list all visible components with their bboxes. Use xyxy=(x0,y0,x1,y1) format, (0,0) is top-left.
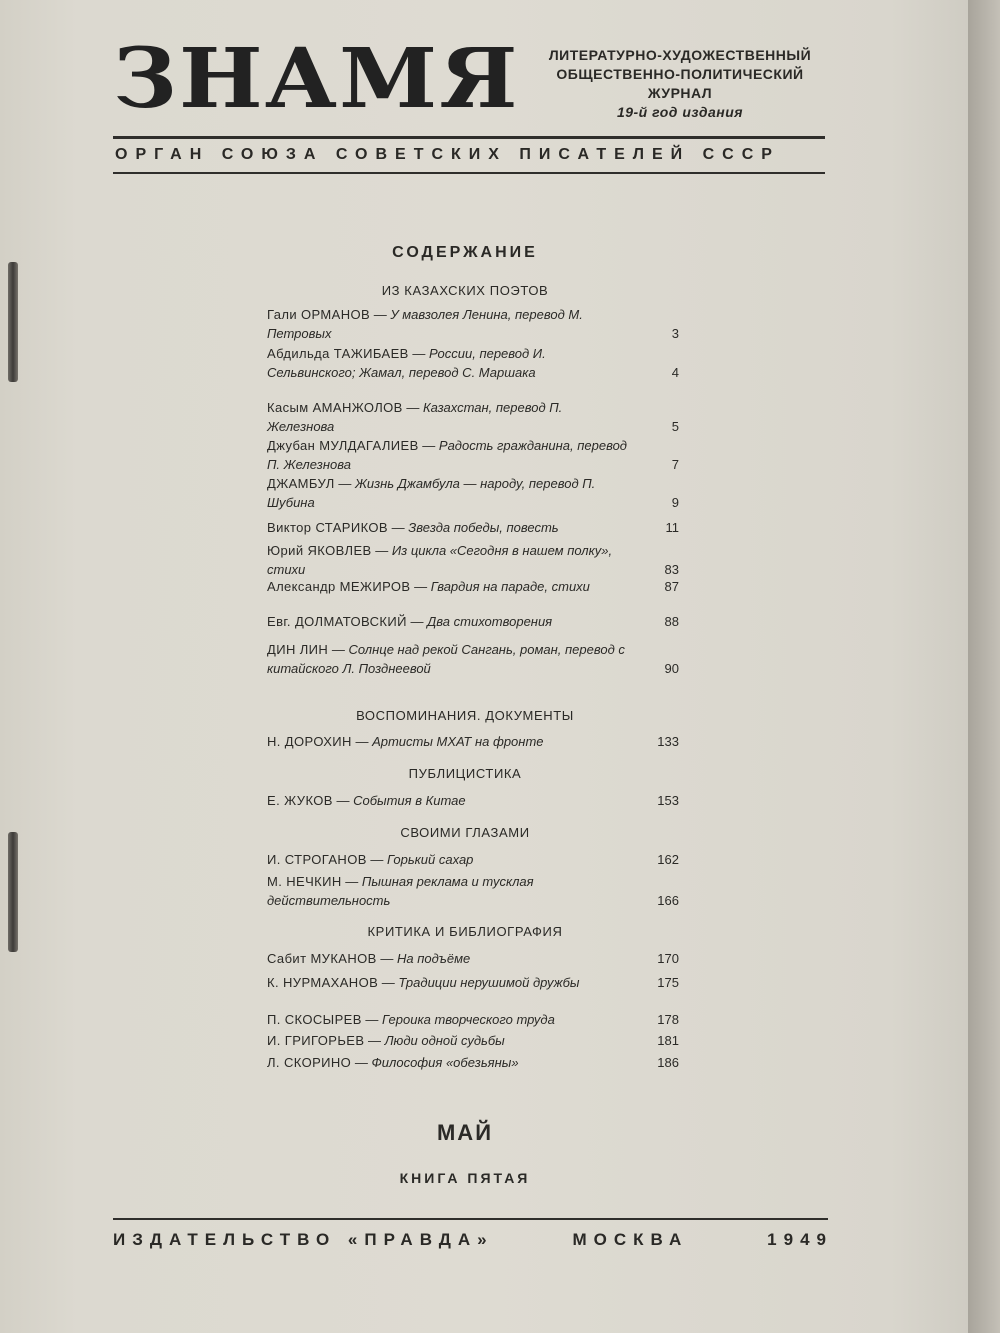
entry-page: 178 xyxy=(657,1012,679,1027)
entry-title: Традиции нерушимой дружбы xyxy=(398,975,580,990)
entry-page: 88 xyxy=(664,614,679,629)
entry-author: И. ГРИГОРЬЕВ xyxy=(267,1033,365,1048)
entry-page: 4 xyxy=(671,365,679,380)
year: 1949 xyxy=(767,1230,833,1249)
entry-page: 87 xyxy=(664,579,679,594)
section-title: ПУБЛИЦИСТИКА xyxy=(408,766,522,781)
entry-author: Сабит МУКАНОВ xyxy=(267,951,377,966)
entry-page: 162 xyxy=(657,852,679,867)
entry-author: ДИН ЛИН xyxy=(267,642,329,657)
description-line: ОБЩЕСТВЕННО-ПОЛИТИЧЕСКИЙ xyxy=(556,66,804,82)
issue-month: МАЙ xyxy=(436,1120,494,1145)
entry-title: Люди одной судьбы xyxy=(384,1033,505,1048)
city: МОСКВА xyxy=(572,1230,689,1249)
description-line: ЛИТЕРАТУРНО-ХУДОЖЕСТВЕННЫЙ xyxy=(548,47,812,63)
entry-title: На подъёме xyxy=(396,951,471,966)
entry-page: 3 xyxy=(671,326,679,341)
entry-author: И. СТРОГАНОВ xyxy=(267,852,367,867)
toc-entry: Н. ДОРОХИН — Артисты МХАТ на фронте 133 xyxy=(267,734,679,749)
entry-title: Радость гражданина, перевод П. Железнова xyxy=(267,438,627,472)
toc-entry: Юрий ЯКОВЛЕВ — Из цикла «Сегодня в нашем полку», стихи 83 xyxy=(267,543,679,577)
entry-page: 90 xyxy=(664,661,679,676)
entry-author: Александр МЕЖИРОВ xyxy=(267,579,411,594)
entry-author: Абдильда ТАЖИБАЕВ xyxy=(267,346,409,361)
entry-page: 5 xyxy=(671,419,679,434)
entry-title: События в Китае xyxy=(353,793,466,808)
entry-title: Артисты МХАТ на фронте xyxy=(372,734,544,749)
entry-title: Героика творческого труда xyxy=(382,1012,555,1027)
toc-entry: Л. СКОРИНО — Философия «обезьяны» 186 xyxy=(267,1055,679,1070)
publisher: ИЗДАТЕЛЬСТВО «ПРАВДА» xyxy=(113,1230,494,1249)
entry-author: М. НЕЧКИН xyxy=(267,874,342,889)
entry-title: Горький сахар xyxy=(387,852,474,867)
section-title: ИЗ КАЗАХСКИХ ПОЭТОВ xyxy=(381,283,549,298)
entry-title: У мавзолея Ленина, перевод М. Петровых xyxy=(267,307,583,341)
entry-page: 181 xyxy=(657,1033,679,1048)
journal-description xyxy=(520,46,840,122)
entry-title: Жизнь Джамбула — народу, перевод П. Шубина xyxy=(267,476,596,510)
entry-author: Л. СКОРИНО xyxy=(267,1055,352,1070)
toc-entry: К. НУРМАХАНОВ — Традиции нерушимой дружбы 175 xyxy=(267,975,679,990)
toc-entry: ДЖАМБУЛ — Жизнь Джамбула — народу, перевод П. Шубина 9 xyxy=(267,476,679,510)
toc-entry: Абдильда ТАЖИБАЕВ — России, перевод И. Сельвинского; Жамал, перевод С. Маршака 4 xyxy=(267,346,679,380)
entry-title: Солнце над рекой Сангань, роман, перевод с китайского Л. Позднеевой xyxy=(267,642,625,676)
entry-page: 7 xyxy=(671,457,679,472)
organ-line: ОРГАН СОЮЗА СОВЕТСКИХ ПИСАТЕЛЕЙ СССР xyxy=(115,146,780,163)
entry-page: 83 xyxy=(664,562,679,577)
section-title: КРИТИКА И БИБЛИОГРАФИЯ xyxy=(367,924,563,939)
entry-title: Философия «обезьяны» xyxy=(371,1055,519,1070)
entry-page: 166 xyxy=(657,893,679,908)
entry-page: 133 xyxy=(657,734,679,749)
staple xyxy=(8,262,18,382)
toc-entry: Касым АМАНЖОЛОВ — Казахстан, перевод П. Железнова 5 xyxy=(267,400,679,434)
entry-author: Е. ЖУКОВ xyxy=(267,793,333,808)
toc-entry: И. ГРИГОРЬЕВ — Люди одной судьбы 181 xyxy=(267,1033,679,1048)
entry-page: 153 xyxy=(657,793,679,808)
entry-title: Из цикла «Сегодня в нашем полку», стихи xyxy=(267,543,613,577)
entry-title: России, перевод И. Сельвинского; Жамал, перевод С. Маршака xyxy=(267,346,546,380)
journal-title: ЗНАМЯ xyxy=(113,31,520,127)
entry-page: 175 xyxy=(657,975,679,990)
entry-page: 170 xyxy=(657,951,679,966)
toc-entry: Александр МЕЖИРОВ — Гвардия на параде, стихи 87 xyxy=(267,579,679,594)
entry-page: 11 xyxy=(665,520,679,535)
entry-author: Евг. ДОЛМАТОВСКИЙ xyxy=(267,614,407,629)
contents-heading: СОДЕРЖАНИЕ xyxy=(392,244,538,261)
toc-entry: М. НЕЧКИН — Пышная реклама и тусклая действительность 166 xyxy=(267,874,679,908)
entry-author: Виктор СТАРИКОВ xyxy=(267,520,389,535)
entry-author: К. НУРМАХАНОВ xyxy=(267,975,379,990)
toc-entry: П. СКОСЫРЕВ — Героика творческого труда 178 xyxy=(267,1012,679,1027)
entry-title: Два стихотворения xyxy=(427,614,553,629)
toc-entry: Евг. ДОЛМАТОВСКИЙ — Два стихотворения 88 xyxy=(267,614,679,629)
section-title: ВОСПОМИНАНИЯ. ДОКУМЕНТЫ xyxy=(356,708,574,723)
toc-entry: Джубан МУЛДАГАЛИЕВ — Радость гражданина, перевод П. Железнова 7 xyxy=(267,438,679,472)
toc-entry: ДИН ЛИН — Солнце над рекой Сангань, роман, перевод с китайского Л. Позднеевой 90 xyxy=(267,642,679,676)
toc-entry: Гали ОРМАНОВ — У мавзолея Ленина, перевод М. Петровых 3 xyxy=(267,307,679,341)
entry-author: Юрий ЯКОВЛЕВ xyxy=(267,543,372,558)
entry-author: Гали ОРМАНОВ xyxy=(267,307,371,322)
year-of-publication: 19-й год издания xyxy=(616,104,744,120)
entry-title: Гвардия на параде, стихи xyxy=(430,579,590,594)
issue-book: КНИГА ПЯТАЯ xyxy=(399,1170,531,1186)
entry-title: Звезда победы, повесть xyxy=(408,520,559,535)
entry-title: Казахстан, перевод П. Железнова xyxy=(267,400,563,434)
entry-author: ДЖАМБУЛ xyxy=(267,476,335,491)
entry-author: Джубан МУЛДАГАЛИЕВ xyxy=(267,438,419,453)
entry-author: П. СКОСЫРЕВ xyxy=(267,1012,362,1027)
background-edge xyxy=(968,0,1000,1333)
entry-author: Касым АМАНЖОЛОВ xyxy=(267,400,403,415)
entry-page: 9 xyxy=(671,495,679,510)
imprint xyxy=(113,1230,833,1250)
masthead-rule xyxy=(113,136,825,139)
description-line: ЖУРНАЛ xyxy=(647,85,713,101)
toc-entry: Сабит МУКАНОВ — На подъёме 170 xyxy=(267,951,679,966)
masthead-rule xyxy=(113,172,825,174)
toc-entry: Виктор СТАРИКОВ — Звезда победы, повесть 11 xyxy=(267,520,679,535)
toc-entry: И. СТРОГАНОВ — Горький сахар 162 xyxy=(267,852,679,867)
entry-title: Пышная реклама и тусклая действительность xyxy=(267,874,534,908)
staple xyxy=(8,832,18,952)
section-title: СВОИМИ ГЛАЗАМИ xyxy=(400,825,530,840)
footer-rule xyxy=(113,1218,828,1220)
entry-page: 186 xyxy=(657,1055,679,1070)
entry-author: Н. ДОРОХИН xyxy=(267,734,352,749)
toc-entry: Е. ЖУКОВ — События в Китае 153 xyxy=(267,793,679,808)
